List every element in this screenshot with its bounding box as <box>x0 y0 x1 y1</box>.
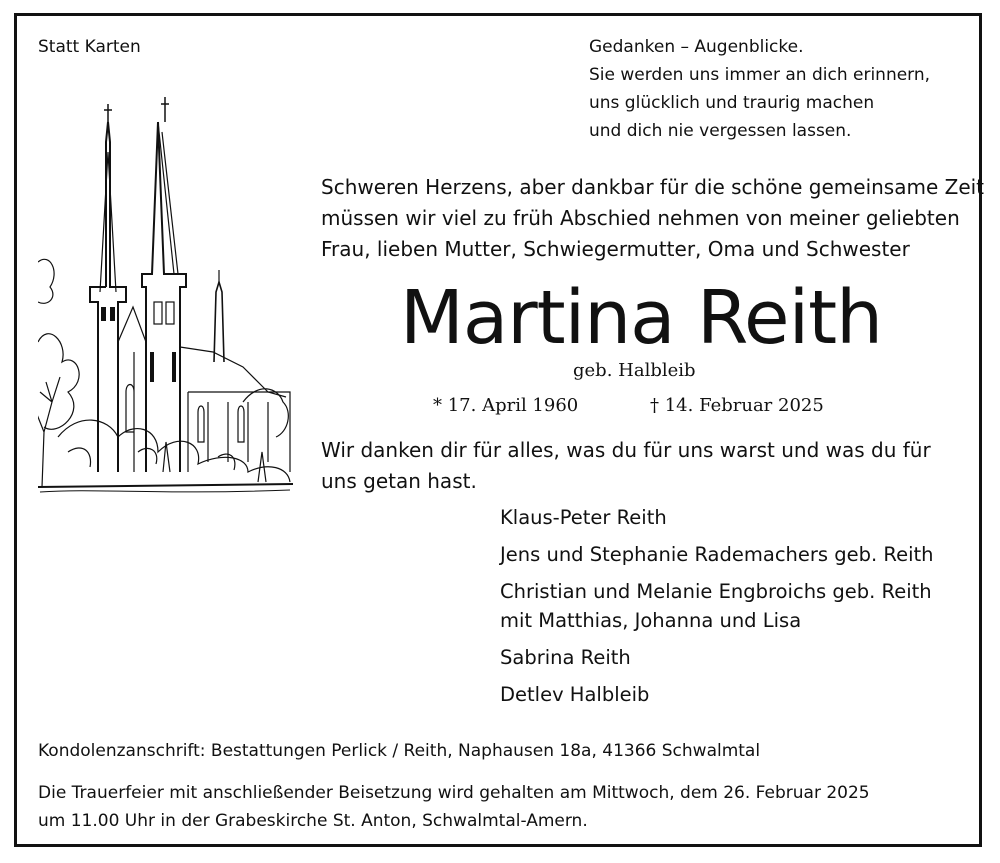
maiden-name: geb. Halbleib <box>573 360 696 381</box>
mourner-entry: Klaus-Peter Reith <box>500 506 667 529</box>
intro-line: Frau, lieben Mutter, Schwiegermutter, Oma und Schwester <box>321 237 910 261</box>
mourner-list <box>500 503 934 709</box>
deceased-name: Martina Reith <box>400 275 883 361</box>
poem-line: Gedanken – Augenblicke. <box>589 37 804 57</box>
condolence-address: Kondolenzanschrift: Bestattungen Perlick / Reith, Naphausen 18a, 41366 Schwalmtal <box>38 741 761 761</box>
ceremony-line: Die Trauerfeier mit anschließender Beisetzung wird gehalten am Mittwoch, dem 26. Februar 2025 <box>38 783 870 803</box>
poem-line: uns glücklich und traurig machen <box>589 93 875 113</box>
mourner-entry: Detlev Halbleib <box>500 683 650 706</box>
mourner-entry: Jens und Stephanie Rademachers geb. Reith <box>500 543 934 566</box>
poem-line: und dich nie vergessen lassen. <box>589 121 852 141</box>
thanks-line: uns getan hast. <box>321 469 477 493</box>
mourner-entry: mit Matthias, Johanna und Lisa <box>500 609 802 632</box>
death-date: † 14. Februar 2025 <box>650 395 824 416</box>
mourner-entry: Christian und Melanie Engbroichs geb. Reith <box>500 580 932 603</box>
intro-line: Schweren Herzens, aber dankbar für die schöne gemeinsame Zeit <box>321 175 985 199</box>
ceremony-line: um 11.00 Uhr in der Grabeskirche St. Anton, Schwalmtal-Amern. <box>38 811 588 831</box>
intro-line: müssen wir viel zu früh Abschied nehmen von meiner geliebten <box>321 206 960 230</box>
intro-text <box>321 172 984 265</box>
poem <box>589 33 930 145</box>
ceremony-info <box>38 779 870 835</box>
poem-line: Sie werden uns immer an dich erinnern, <box>589 65 931 85</box>
thanks-text <box>321 435 931 497</box>
statt-karten: Statt Karten <box>38 37 141 57</box>
birth-date: * 17. April 1960 <box>433 395 579 416</box>
church-illustration <box>38 92 293 497</box>
mourner-entry: Sabrina Reith <box>500 646 631 669</box>
thanks-line: Wir danken dir für alles, was du für uns warst und was du für <box>321 438 931 462</box>
